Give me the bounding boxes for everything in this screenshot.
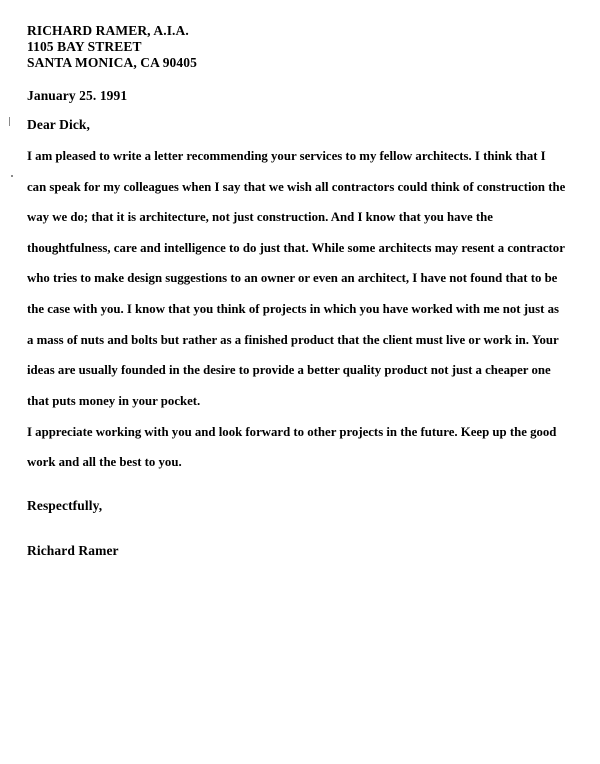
body-line: who tries to make design suggestions to an owner or even an architect, I have not found that to be (27, 271, 558, 285)
body-line: the case with you. I know that you think of projects in which you have worked with me not just as (27, 302, 559, 316)
body-line: I appreciate working with you and look forward to other projects in the future. Keep up the good (27, 425, 557, 439)
scan-mark (9, 117, 10, 126)
letter-date: January 25. 1991 (27, 88, 128, 103)
body-line: way we do; that it is architecture, not just construction. And I know that you have the (27, 210, 493, 224)
sender-city: SANTA MONICA, CA 90405 (27, 55, 197, 70)
scan-mark (11, 175, 13, 177)
body-line: work and all the best to you. (27, 455, 182, 469)
sender-street: 1105 BAY STREET (27, 39, 142, 54)
body-line: I am pleased to write a letter recommending your services to my fellow architects. I think that I (27, 149, 546, 163)
body-line: thoughtfulness, care and intelligence to do just that. While some architects may resent a contractor (27, 241, 565, 255)
body-line: can speak for my colleagues when I say that we wish all contractors could think of construction the (27, 180, 566, 194)
body-line: a mass of nuts and bolts but rather as a finished product that the client must live or work in. Your (27, 333, 559, 347)
signature-name: Richard Ramer (27, 543, 119, 558)
body-line: ideas are usually founded in the desire to provide a better quality product not just a cheaper one (27, 363, 551, 377)
salutation: Dear Dick, (27, 117, 90, 132)
sender-name: RICHARD RAMER, A.I.A. (27, 23, 189, 38)
closing: Respectfully, (27, 498, 103, 513)
body-line: that puts money in your pocket. (27, 394, 201, 408)
